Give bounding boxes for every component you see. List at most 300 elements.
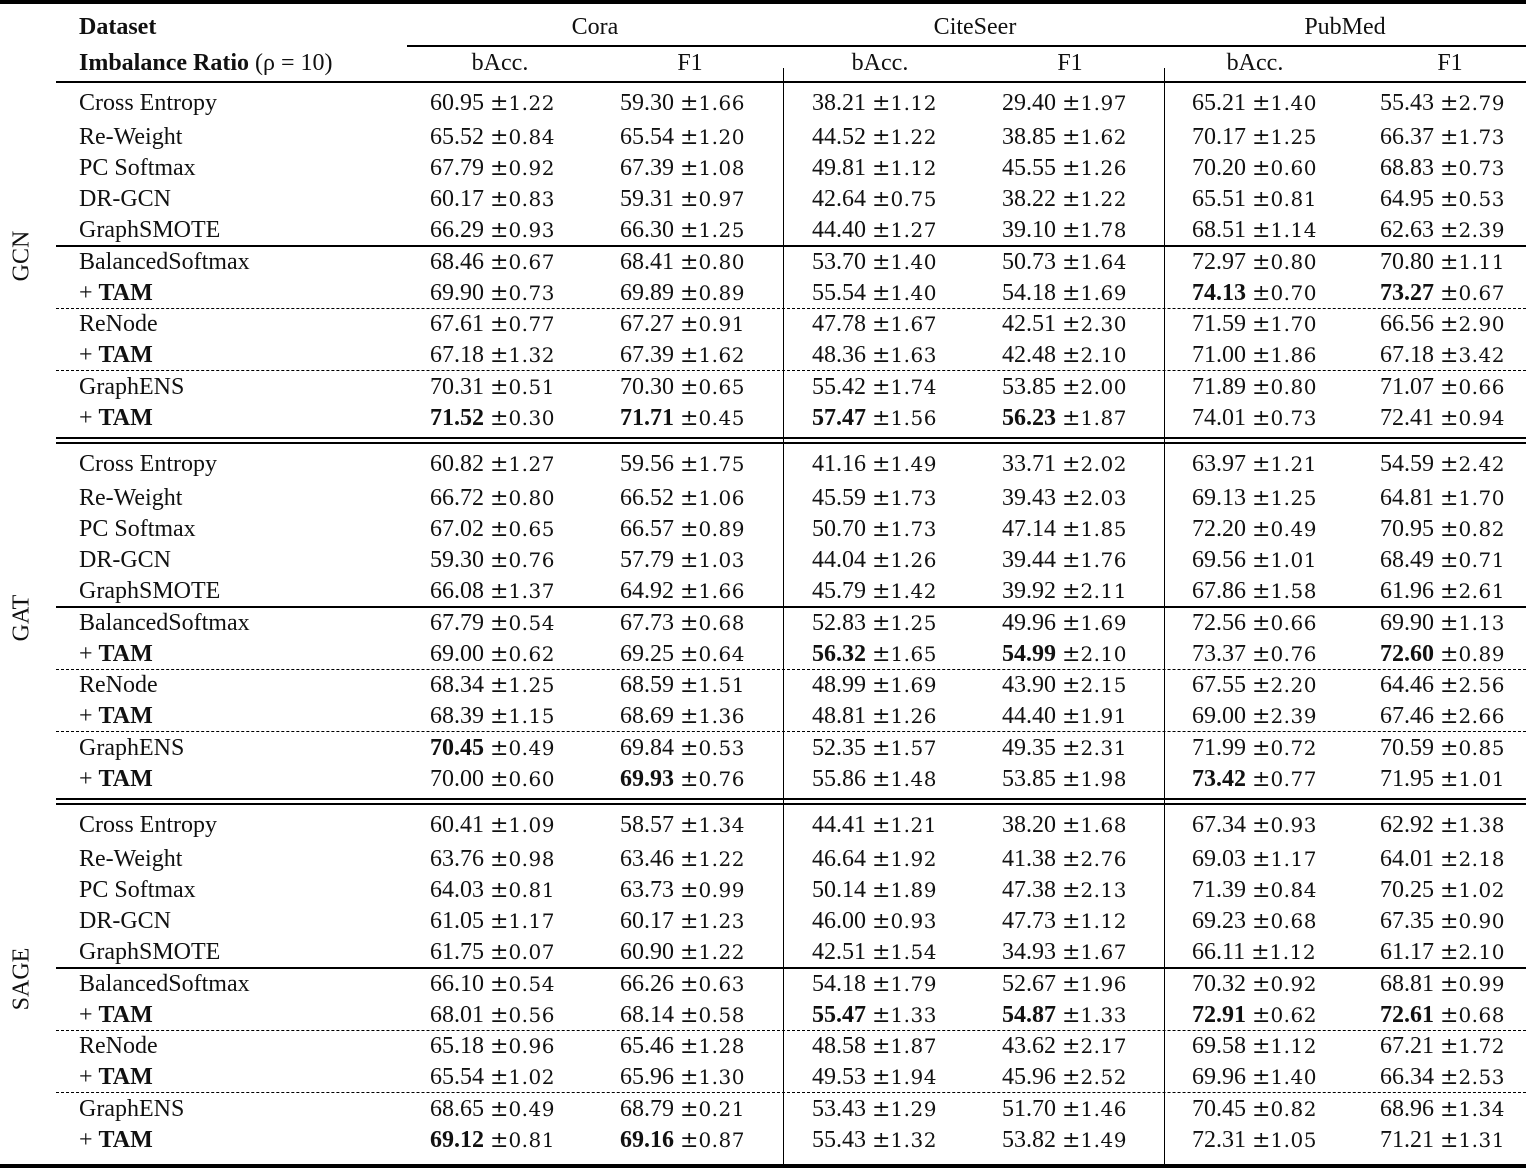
group-label-gat: GAT: [8, 594, 35, 642]
mean-value: 68.49: [1380, 547, 1434, 573]
plus-minus-sign: ±: [1252, 673, 1271, 698]
dashed-separator: [56, 1092, 1526, 1093]
std-value: 0.64: [698, 642, 745, 666]
mean-value: 65.46: [620, 1033, 674, 1059]
value-cell: [1380, 608, 1505, 639]
value-cell: [1192, 969, 1317, 1000]
mean-value: 58.57: [620, 812, 674, 838]
plus-minus-sign: ±: [490, 767, 509, 792]
value-cell: [1380, 1094, 1505, 1125]
plus-minus-sign: ±: [1440, 187, 1459, 212]
mean-value: 63.46: [620, 846, 674, 872]
plus-minus-sign: ±: [1252, 156, 1271, 181]
mean-value: 62.63: [1380, 217, 1434, 243]
plus-minus-sign: ±: [872, 312, 891, 337]
mean-value: 65.54: [620, 124, 674, 150]
std-value: 1.01: [1270, 548, 1317, 572]
mean-value: 44.04: [812, 547, 866, 573]
tam-label: TAM: [98, 1127, 153, 1153]
std-value: 1.66: [698, 579, 745, 603]
value-cell: [1380, 844, 1505, 875]
mean-value: 64.01: [1380, 846, 1434, 872]
std-value: 0.77: [1270, 767, 1317, 791]
value-cell: [812, 247, 937, 278]
value-cell: [1192, 247, 1317, 278]
std-value: 2.39: [1458, 218, 1505, 242]
plus-minus-sign: ±: [680, 673, 699, 698]
tam-label: TAM: [98, 766, 153, 792]
plus-minus-sign: ±: [872, 125, 891, 150]
plus-minus-sign: ±: [1062, 375, 1081, 400]
mean-value: 60.82: [430, 451, 484, 477]
std-value: 0.87: [698, 1128, 745, 1152]
std-value: 2.61: [1458, 579, 1505, 603]
plus-minus-sign: ±: [490, 218, 509, 243]
mean-value: 69.90: [1380, 610, 1434, 636]
mean-value: 38.85: [1002, 124, 1056, 150]
plus-sign: +: [79, 766, 99, 792]
std-value: 1.25: [508, 673, 555, 697]
plus-minus-sign: ±: [1062, 548, 1081, 573]
std-value: 1.85: [1080, 517, 1127, 541]
std-value: 0.76: [508, 548, 555, 572]
value-cell: [620, 733, 745, 764]
std-value: 0.53: [698, 736, 745, 760]
plus-minus-sign: ±: [680, 548, 699, 573]
value-cell: [1002, 278, 1127, 309]
std-value: 1.40: [890, 281, 937, 305]
mean-value: 60.17: [430, 186, 484, 212]
mean-value: 61.75: [430, 939, 484, 965]
plus-minus-sign: ±: [1440, 218, 1459, 243]
metric-header: bAcc.: [851, 50, 909, 76]
plus-minus-sign: ±: [1440, 1097, 1459, 1122]
mean-value: 55.42: [812, 374, 866, 400]
plus-minus-sign: ±: [872, 736, 891, 761]
std-value: 1.63: [890, 343, 937, 367]
mean-value: 55.43: [1380, 90, 1434, 116]
plus-minus-sign: ±: [1252, 312, 1271, 337]
value-cell: [1192, 278, 1317, 309]
method-label: Cross Entropy: [79, 451, 217, 477]
std-value: 2.53: [1458, 1065, 1505, 1089]
plus-minus-sign: ±: [1252, 406, 1271, 431]
mean-value: 34.93: [1002, 939, 1056, 965]
value-cell: [430, 372, 555, 403]
value-cell: [1002, 875, 1127, 906]
plus-minus-sign: ±: [1062, 579, 1081, 604]
value-cell: [1192, 1094, 1317, 1125]
value-cell: [1192, 1031, 1317, 1062]
std-value: 1.96: [1080, 972, 1127, 996]
plus-minus-sign: ±: [1440, 972, 1459, 997]
mean-value: 39.43: [1002, 485, 1056, 511]
mean-value: 71.52: [430, 405, 484, 431]
plus-minus-sign: ±: [1440, 250, 1459, 275]
plus-minus-sign: ±: [1252, 343, 1271, 368]
mean-value: 47.38: [1002, 877, 1056, 903]
mean-value: 68.39: [430, 703, 484, 729]
tam-label: TAM: [98, 641, 153, 667]
mean-value: 44.41: [812, 812, 866, 838]
std-value: 2.76: [1080, 847, 1127, 871]
plus-minus-sign: ±: [1062, 187, 1081, 212]
plus-minus-sign: ±: [680, 909, 699, 934]
plus-minus-sign: ±: [490, 704, 509, 729]
plus-minus-sign: ±: [1440, 611, 1459, 636]
plus-minus-sign: ±: [1062, 91, 1081, 116]
value-cell: [1002, 969, 1127, 1000]
plus-minus-sign: ±: [680, 1097, 699, 1122]
mean-value: 70.80: [1380, 249, 1434, 275]
std-value: 0.93: [508, 218, 555, 242]
plus-minus-sign: ±: [490, 1065, 509, 1090]
mean-value: 49.53: [812, 1064, 866, 1090]
method-label: [79, 639, 153, 669]
std-value: 0.51: [508, 375, 555, 399]
value-cell: [1002, 340, 1127, 371]
plus-minus-sign: ±: [1062, 250, 1081, 275]
std-value: 1.73: [890, 486, 937, 510]
mean-value: 44.52: [812, 124, 866, 150]
value-cell: [620, 215, 745, 246]
plus-minus-sign: ±: [490, 847, 509, 872]
mean-value: 45.59: [812, 485, 866, 511]
mean-value: 50.14: [812, 877, 866, 903]
std-value: 1.94: [890, 1065, 937, 1089]
std-value: 1.57: [890, 736, 937, 760]
value-cell: [1192, 1062, 1317, 1093]
value-cell: [1380, 576, 1505, 607]
std-value: 2.66: [1458, 704, 1505, 728]
std-value: 0.62: [1270, 1003, 1317, 1027]
plus-minus-sign: ±: [872, 878, 891, 903]
mean-value: 47.14: [1002, 516, 1056, 542]
std-value: 0.60: [508, 767, 555, 791]
value-cell: [1192, 153, 1317, 184]
std-value: 0.68: [698, 611, 745, 635]
plus-minus-sign: ±: [1062, 704, 1081, 729]
plus-minus-sign: ±: [1252, 704, 1271, 729]
value-cell: [430, 1062, 555, 1093]
value-cell: [620, 1062, 745, 1093]
std-value: 2.02: [1080, 452, 1127, 476]
plus-minus-sign: ±: [490, 940, 509, 965]
plus-minus-sign: ±: [680, 847, 699, 872]
value-cell: [812, 1031, 937, 1062]
mean-value: 72.97: [1192, 249, 1246, 275]
plus-minus-sign: ±: [1440, 125, 1459, 150]
std-value: 1.69: [1080, 611, 1127, 635]
std-value: 1.25: [698, 218, 745, 242]
value-cell: [812, 1125, 937, 1156]
value-cell: [1380, 122, 1505, 153]
value-cell: [1192, 88, 1317, 119]
mean-value: 68.69: [620, 703, 674, 729]
plus-minus-sign: ±: [1440, 847, 1459, 872]
mean-value: 42.48: [1002, 342, 1056, 368]
plus-minus-sign: ±: [680, 91, 699, 116]
plus-minus-sign: ±: [1062, 218, 1081, 243]
value-cell: [1380, 545, 1505, 576]
method-label: PC Softmax: [79, 155, 196, 181]
mean-value: 61.05: [430, 908, 484, 934]
plus-minus-sign: ±: [490, 642, 509, 667]
std-value: 0.77: [508, 312, 555, 336]
value-cell: [1002, 906, 1127, 937]
imbalance-ratio-header: [79, 48, 333, 78]
value-cell: [620, 875, 745, 906]
mean-value: 71.21: [1380, 1127, 1434, 1153]
plus-minus-sign: ±: [1440, 156, 1459, 181]
mean-value: 52.67: [1002, 971, 1056, 997]
value-cell: [430, 449, 555, 480]
value-cell: [1380, 215, 1505, 246]
std-value: 1.54: [890, 940, 937, 964]
value-cell: [430, 969, 555, 1000]
value-cell: [1192, 937, 1316, 968]
plus-minus-sign: ±: [1440, 1003, 1459, 1028]
std-value: 1.32: [508, 343, 555, 367]
std-value: 1.02: [508, 1065, 555, 1089]
plus-minus-sign: ±: [490, 406, 509, 431]
value-cell: [430, 514, 555, 545]
std-value: 1.21: [1270, 452, 1317, 476]
plus-minus-sign: ±: [1440, 1128, 1459, 1153]
plus-minus-sign: ±: [490, 1003, 509, 1028]
double-rule-top: [56, 798, 1526, 800]
std-value: 2.10: [1080, 642, 1127, 666]
mean-value: 74.13: [1192, 280, 1246, 306]
value-cell: [1380, 449, 1505, 480]
std-value: 1.56: [890, 406, 937, 430]
value-cell: [1192, 701, 1317, 732]
mean-value: 71.59: [1192, 311, 1246, 337]
value-cell: [1192, 403, 1317, 434]
value-cell: [1192, 875, 1317, 906]
plus-minus-sign: ±: [1062, 452, 1081, 477]
plus-minus-sign: ±: [1062, 642, 1081, 667]
plus-minus-sign: ±: [872, 940, 891, 965]
std-value: 0.81: [1270, 187, 1317, 211]
mean-value: 53.85: [1002, 766, 1056, 792]
group-separator: [56, 606, 1526, 608]
plus-sign: +: [79, 405, 99, 431]
plus-minus-sign: ±: [1252, 847, 1271, 872]
dashed-separator: [56, 669, 1526, 670]
value-cell: [430, 247, 555, 278]
std-value: 0.89: [698, 281, 745, 305]
dashed-separator: [56, 1030, 1526, 1031]
mean-value: 49.96: [1002, 610, 1056, 636]
dataset-underline: [407, 45, 1526, 47]
std-value: 1.40: [1270, 1065, 1317, 1089]
value-cell: [1380, 969, 1505, 1000]
plus-sign: +: [79, 641, 99, 667]
value-cell: [430, 875, 555, 906]
mean-value: 53.85: [1002, 374, 1056, 400]
plus-minus-sign: ±: [490, 517, 509, 542]
plus-minus-sign: ±: [872, 250, 891, 275]
value-cell: [1380, 514, 1505, 545]
value-cell: [1192, 340, 1317, 371]
std-value: 1.22: [508, 91, 555, 115]
value-cell: [620, 937, 745, 968]
value-cell: [1192, 122, 1317, 153]
mean-value: 68.14: [620, 1002, 674, 1028]
std-value: 0.73: [1458, 156, 1505, 180]
value-cell: [1002, 122, 1127, 153]
std-value: 1.15: [508, 704, 555, 728]
mean-value: 71.99: [1192, 735, 1246, 761]
value-cell: [620, 449, 745, 480]
plus-minus-sign: ±: [490, 878, 509, 903]
value-cell: [812, 810, 937, 841]
plus-minus-sign: ±: [680, 218, 699, 243]
plus-minus-sign: ±: [1252, 125, 1271, 150]
mean-value: 68.46: [430, 249, 484, 275]
mean-value: 69.84: [620, 735, 674, 761]
mean-value: 69.12: [430, 1127, 484, 1153]
value-cell: [1002, 844, 1127, 875]
mean-value: 61.17: [1380, 939, 1434, 965]
std-value: 1.12: [1269, 940, 1317, 964]
plus-minus-sign: ±: [490, 250, 509, 275]
value-cell: [812, 608, 937, 639]
std-value: 1.14: [1270, 218, 1317, 242]
value-cell: [430, 639, 555, 670]
value-cell: [1002, 733, 1127, 764]
mean-value: 67.79: [430, 610, 484, 636]
plus-minus-sign: ±: [680, 375, 699, 400]
value-cell: [620, 1000, 745, 1031]
std-value: 0.65: [698, 375, 745, 399]
std-value: 0.82: [1270, 1097, 1317, 1121]
plus-minus-sign: ±: [1062, 673, 1081, 698]
mean-value: 56.23: [1002, 405, 1056, 431]
std-value: 0.21: [698, 1097, 745, 1121]
value-cell: [1192, 483, 1317, 514]
plus-minus-sign: ±: [872, 156, 891, 181]
group-label-gcn: GCN: [8, 230, 35, 282]
plus-minus-sign: ±: [1252, 375, 1271, 400]
std-value: 1.67: [890, 312, 937, 336]
group-label-sage: SAGE: [8, 947, 35, 1011]
std-value: 1.79: [890, 972, 937, 996]
mean-value: 71.71: [620, 405, 674, 431]
plus-minus-sign: ±: [1252, 218, 1271, 243]
value-cell: [1002, 483, 1127, 514]
value-cell: [1380, 1062, 1505, 1093]
value-cell: [1192, 576, 1317, 607]
mean-value: 66.56: [1380, 311, 1434, 337]
plus-minus-sign: ±: [872, 281, 891, 306]
value-cell: [812, 1000, 937, 1031]
plus-minus-sign: ±: [680, 250, 699, 275]
plus-minus-sign: ±: [680, 125, 699, 150]
std-value: 2.00: [1080, 375, 1127, 399]
mean-value: 43.90: [1002, 672, 1056, 698]
value-cell: [620, 639, 745, 670]
plus-minus-sign: ±: [1062, 312, 1081, 337]
mean-value: 69.16: [620, 1127, 674, 1153]
plus-minus-sign: ±: [680, 704, 699, 729]
mean-value: 55.86: [812, 766, 866, 792]
metric-header: bAcc.: [1226, 50, 1284, 76]
mean-value: 68.34: [430, 672, 484, 698]
std-value: 1.12: [1080, 909, 1127, 933]
plus-minus-sign: ±: [872, 1034, 891, 1059]
std-value: 2.52: [1080, 1065, 1127, 1089]
mean-value: 44.40: [1002, 703, 1056, 729]
plus-minus-sign: ±: [872, 452, 891, 477]
value-cell: [1192, 514, 1317, 545]
mean-value: 42.51: [1002, 311, 1056, 337]
metric-header: F1: [1437, 50, 1463, 76]
mean-value: 60.41: [430, 812, 484, 838]
value-cell: [430, 906, 555, 937]
mean-value: 65.52: [430, 124, 484, 150]
value-cell: [812, 372, 937, 403]
plus-minus-sign: ±: [872, 813, 891, 838]
mean-value: 45.79: [812, 578, 866, 604]
method-label: GraphENS: [79, 735, 185, 761]
std-value: 0.84: [508, 125, 555, 149]
value-cell: [1192, 1125, 1317, 1156]
std-value: 1.87: [1080, 406, 1127, 430]
value-cell: [1380, 701, 1505, 732]
value-cell: [620, 153, 745, 184]
imbalance-param: (ρ = 10): [255, 50, 333, 76]
value-cell: [812, 701, 937, 732]
value-cell: [812, 875, 937, 906]
std-value: 0.99: [1458, 972, 1505, 996]
value-cell: [620, 483, 745, 514]
plus-minus-sign: ±: [490, 813, 509, 838]
mean-value: 70.45: [430, 735, 484, 761]
plus-minus-sign: ±: [490, 312, 509, 337]
std-value: 1.49: [890, 452, 937, 476]
value-cell: [430, 608, 555, 639]
plus-minus-sign: ±: [1440, 767, 1459, 792]
mean-value: 54.99: [1002, 641, 1056, 667]
plus-minus-sign: ±: [1251, 940, 1270, 965]
plus-minus-sign: ±: [680, 878, 699, 903]
plus-minus-sign: ±: [1062, 611, 1081, 636]
std-value: 0.97: [698, 187, 745, 211]
std-value: 0.56: [508, 1003, 555, 1027]
method-label: PC Softmax: [79, 877, 196, 903]
std-value: 0.07: [508, 940, 555, 964]
plus-minus-sign: ±: [490, 579, 509, 604]
plus-minus-sign: ±: [872, 218, 891, 243]
mean-value: 61.96: [1380, 578, 1434, 604]
value-cell: [1380, 309, 1505, 340]
value-cell: [620, 608, 745, 639]
value-cell: [1192, 184, 1317, 215]
mean-value: 72.60: [1380, 641, 1434, 667]
mean-value: 67.18: [430, 342, 484, 368]
plus-minus-sign: ±: [680, 611, 699, 636]
dataset-pubmed: PubMed: [1304, 14, 1386, 40]
std-value: 1.72: [1458, 1034, 1505, 1058]
value-cell: [1380, 403, 1505, 434]
method-label: DR-GCN: [79, 908, 172, 934]
std-value: 1.49: [1080, 1128, 1127, 1152]
std-value: 1.08: [698, 156, 745, 180]
value-cell: [812, 449, 937, 480]
mean-value: 71.00: [1192, 342, 1246, 368]
